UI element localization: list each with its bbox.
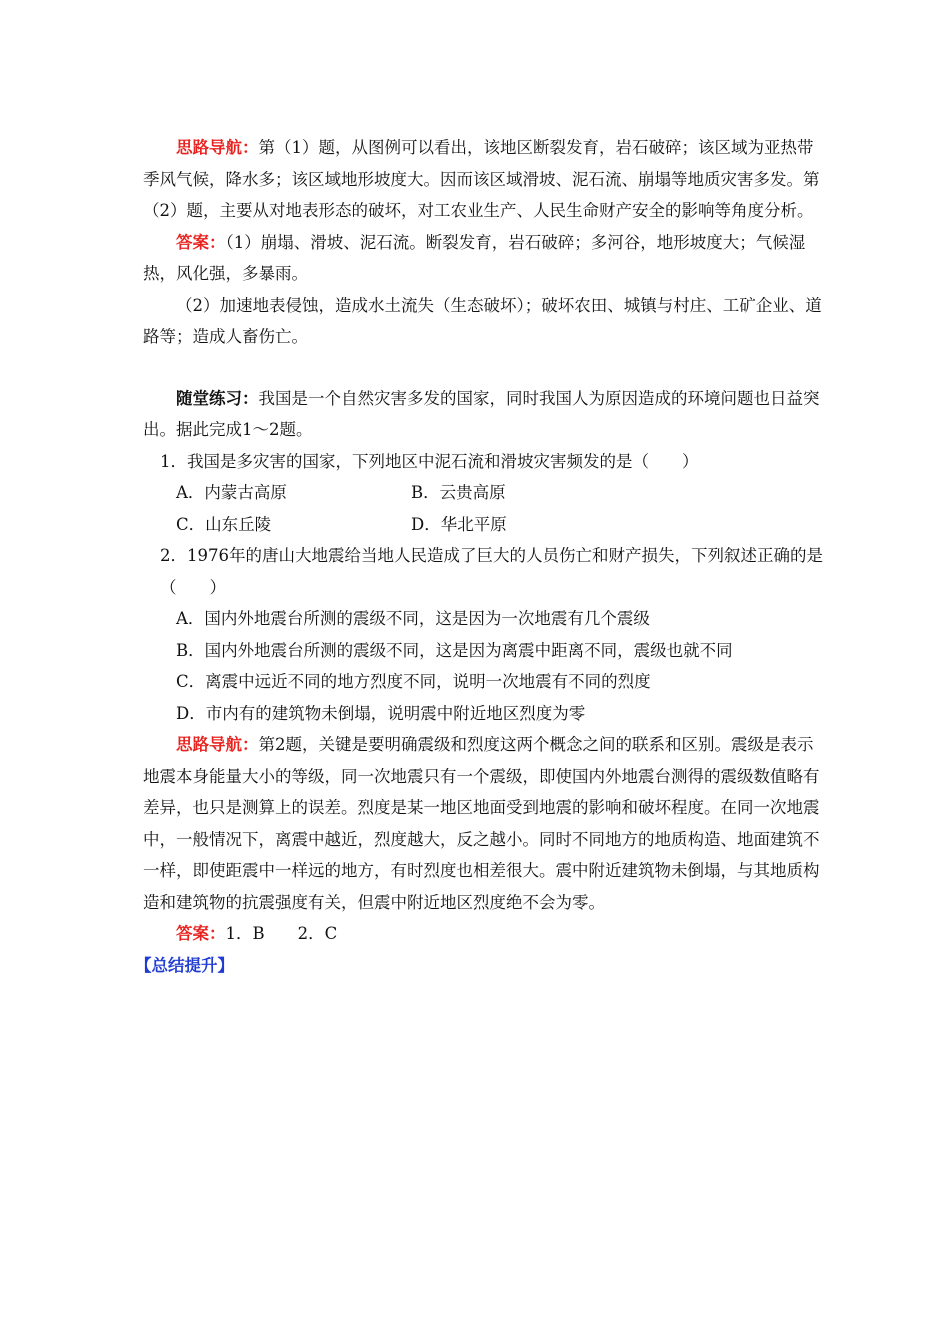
- solution-block-1: [135, 132, 823, 981]
- practice-intro-text: 我国是一个自然灾害多发的国家，同时我国人为原因造成的环境问题也日益突出。据此完成1～2题。: [143, 388, 820, 439]
- question-1-option-b: B．云贵高原: [411, 483, 506, 502]
- question-2-option-c: C．离震中远近不同的地方烈度不同，说明一次地震有不同的烈度: [176, 672, 651, 691]
- summary-heading: [135, 950, 823, 982]
- solution-guide-label: 思路导航：: [176, 138, 259, 157]
- practice-answer-label: 答案：: [176, 924, 226, 943]
- answer-label: 答案：: [176, 232, 226, 252]
- solution-guide-text: 第（1）题，从图例可以看出，该地区断裂发育，岩石破碎；该区域为亚热带季风气候，降水多；该区域地形坡度大。因而该区域滑坡、泥石流、崩塌等地质灾害多发。第（2）题，主要从对地表形态的破坏，对工农业生产、人民生命财产安全的影响等角度分析。: [143, 138, 820, 220]
- practice-intro-paragraph: [143, 383, 823, 446]
- summary-title: 总结提升: [151, 955, 218, 975]
- question-2-stem: 2．1976年的唐山大地震给当地人民造成了巨大的人员伤亡和财产损失，下列叙述正确的是（ ）: [160, 546, 823, 597]
- practice-label: 随堂练习：: [176, 388, 259, 408]
- summary-bracket-close: 】: [217, 955, 234, 975]
- practice-guide-text: 第2题，关键是要明确震级和烈度这两个概念之间的联系和区别。震级是表示地震本身能量大小的等级，同一次地震只有一个震级，即使国内外地震台测得的震级数值略有差异，也只是测算上的误差。烈度是某一地区地面受到地震的影响和破坏程度。在同一次地震中，一般情况下，离震中越近，烈度越大，反之越小。同时不同地方的地质构造、地面建筑不一样，即使距震中一样远的地方，有时烈度也相差很大。震中附近建筑物未倒塌，与其地质构造和建筑物的抗震强度有关，但震中附近地区烈度绝不会为零。: [143, 735, 820, 912]
- question-2-option-a: A．国内外地震台所测的震级不同，这是因为一次地震有几个震级: [176, 609, 650, 628]
- question-1-stem: 1．我国是多灾害的国家，下列地区中泥石流和滑坡灾害频发的是（ ）: [160, 451, 699, 471]
- question-1-options-row-2: [143, 509, 823, 541]
- solution-guide-paragraph: [143, 132, 823, 227]
- answer-text-1: （1）崩塌、滑坡、泥石流。断裂发育，岩石破碎；多河谷，地形坡度大；气候湿热，风化强，多暴雨。: [143, 232, 806, 283]
- answer-paragraph-2: [143, 290, 823, 353]
- question-1-options-row-1: [143, 477, 823, 509]
- practice-answer-line: [143, 918, 823, 950]
- question-2-option-b: B．国内外地震台所测的震级不同，这是因为离震中距离不同，震级也就不同: [176, 640, 733, 660]
- question-1-option-c: C．山东丘陵: [176, 514, 272, 534]
- answer-paragraph-1: [143, 227, 823, 290]
- summary-bracket-open: 【: [135, 955, 152, 975]
- practice-guide-paragraph: [143, 729, 823, 918]
- practice-answer-text: 1．B 2．C: [225, 924, 338, 943]
- question-1-option-d: D．华北平原: [411, 514, 507, 534]
- question-1-option-a: A．内蒙古高原: [176, 483, 287, 502]
- answer-text-2: （2）加速地表侵蚀，造成水土流失（生态破坏）；破坏农田、城镇与村庄、工矿企业、道路等；造成人畜伤亡。: [143, 295, 822, 346]
- question-2-option-d: D．市内有的建筑物未倒塌，说明震中附近地区烈度为零: [176, 703, 586, 723]
- practice-guide-label: 思路导航：: [176, 735, 259, 754]
